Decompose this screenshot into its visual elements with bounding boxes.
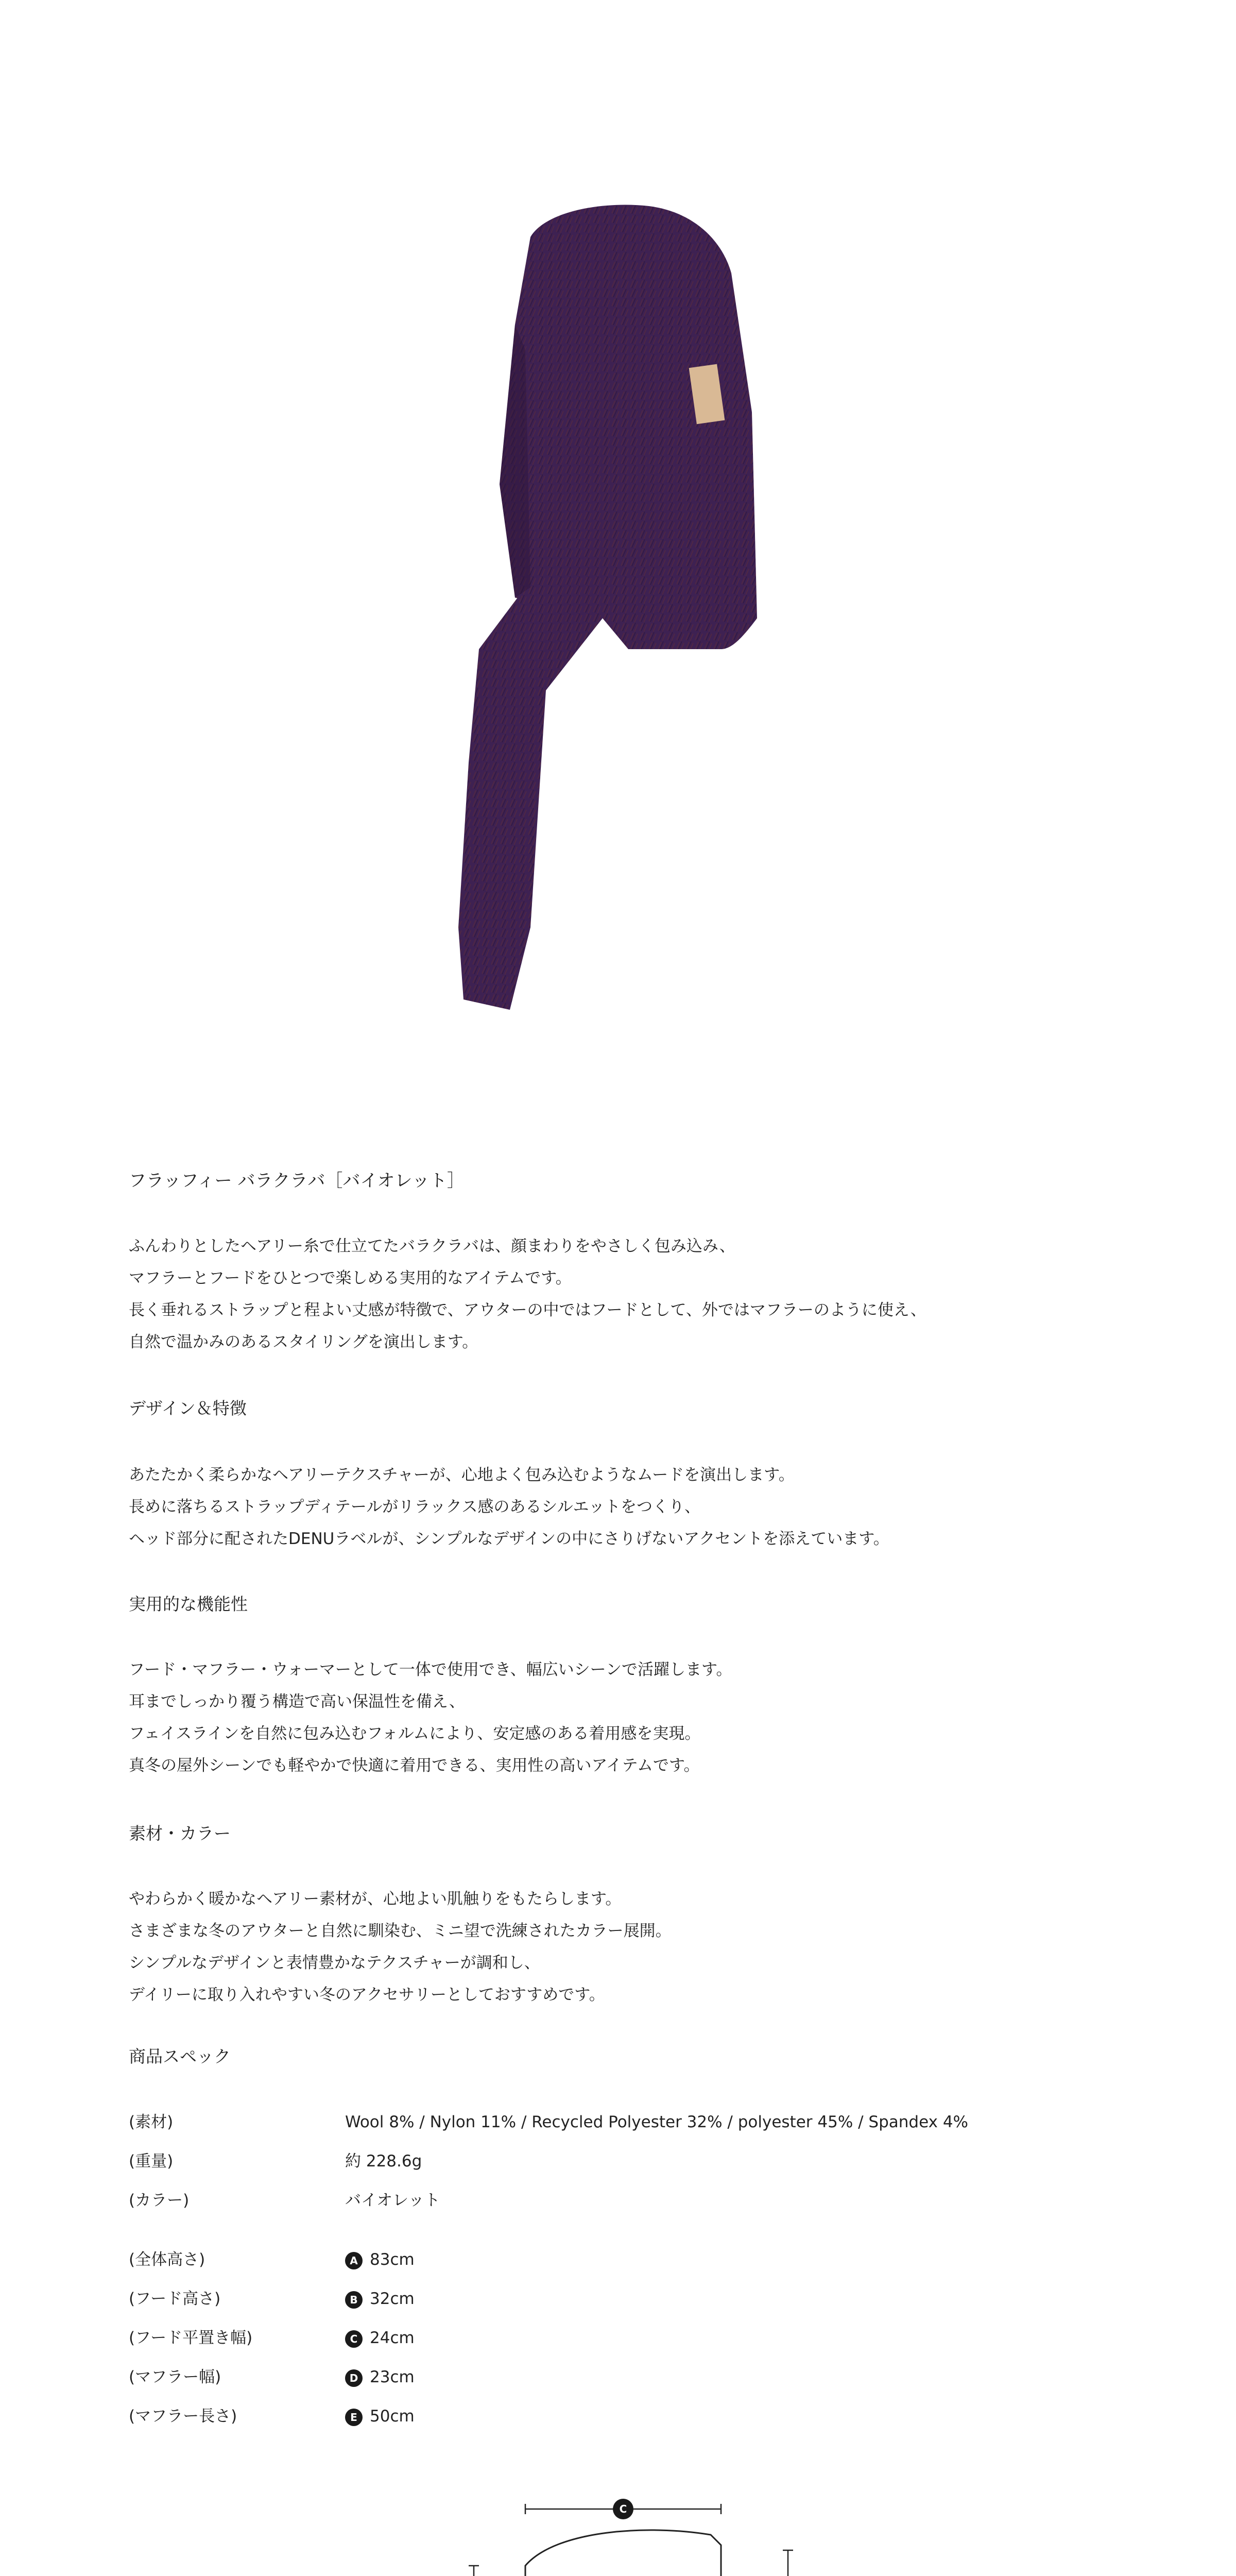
size-key: (フード高さ) <box>129 2290 221 2308</box>
spec-value: Wool 8% / Nylon 11% / Recycled Polyester 32% / polyester 45% / Spandex 4% <box>345 2113 969 2131</box>
section-heading: 実用的な機能性 <box>129 1594 248 1614</box>
design-line: 長めに落ちるストラップディテールがリラックス感のあるシルエットをつくり、 <box>129 1498 700 1516</box>
section-heading: 素材・カラー <box>129 1823 231 1843</box>
product-title: フラッフィー バラクラバ［バイオレット］ <box>129 1171 465 1191</box>
material-paragraph <box>129 1883 1159 2011</box>
size-row <box>129 2247 1159 2272</box>
section-heading: デザイン＆特徴 <box>129 1398 247 1418</box>
size-badge: A <box>345 2252 363 2269</box>
material-line: やわらかく暖かなヘアリー素材が、心地よい肌触りをもたらします。 <box>129 1890 622 1908</box>
design-paragraph <box>129 1459 1159 1555</box>
design-line: あたたかく柔らかなヘアリーテクスチャーが、心地よく包み込むようなムードを演出します。 <box>129 1466 795 1484</box>
spec-value: 約 228.6g <box>345 2152 422 2171</box>
product-photo <box>360 196 876 1030</box>
intro-paragraph <box>129 1230 1159 1358</box>
material-heading <box>129 1821 1159 1846</box>
section-heading: 商品スペック <box>129 2046 231 2066</box>
size-value: 50cm <box>370 2407 415 2426</box>
size-row <box>129 2326 1159 2350</box>
function-paragraph <box>129 1654 1159 1782</box>
spec-key: (素材) <box>129 2113 174 2131</box>
size-badge: B <box>345 2291 363 2309</box>
size-value: 32cm <box>370 2290 415 2308</box>
size-value: 23cm <box>370 2368 415 2386</box>
strap-shape <box>458 587 603 1010</box>
intro-line: 長く垂れるストラップと程よい丈感が特徴で、アウターの中ではフードとして、外ではマフラーのように使え、 <box>129 1301 926 1319</box>
function-heading <box>129 1592 1159 1617</box>
size-badge: D <box>345 2369 363 2387</box>
function-line: フェイスラインを自然に包み込むフォルムにより、安定感のある着用感を実現。 <box>129 1724 701 1743</box>
material-line: さまざまな冬のアウターと自然に馴染む、ミニ望で洗練されたカラー展開。 <box>129 1922 672 1940</box>
spec-heading <box>129 2044 1159 2069</box>
diagram-hood-outline <box>525 2530 721 2576</box>
material-line: デイリーに取り入れやすい冬のアクセサリーとしておすすめです。 <box>129 1986 605 2004</box>
intro-line: ふんわりとしたヘアリー糸で仕立てたバラクラバは、顔まわりをやさしく包み込み、 <box>129 1237 735 1256</box>
size-key: (フード平置き幅) <box>129 2329 253 2347</box>
spec-key: (重量) <box>129 2152 174 2171</box>
spec-key: (カラー) <box>129 2191 190 2210</box>
function-line: 真冬の屋外シーンでも軽やかで快適に着用できる、実用性の高いアイテムです。 <box>129 1756 700 1775</box>
design-heading <box>129 1396 1159 1421</box>
size-row <box>129 2404 1159 2429</box>
size-value: 83cm <box>370 2250 415 2269</box>
diagram-badge-c <box>613 2499 633 2519</box>
diagram-label-c: C <box>619 2503 627 2515</box>
material-line: シンプルなデザインと表情豊かなテクスチャーが調和し、 <box>129 1954 540 1972</box>
design-line: ヘッド部分に配されたDENUラベルが、シンプルなデザインの中にさりげないアクセントを添えています。 <box>129 1530 889 1548</box>
hood-shape <box>500 205 757 650</box>
size-key: (マフラー長さ) <box>129 2407 237 2426</box>
size-diagram <box>433 2499 824 2576</box>
intro-line: 自然で温かみのあるスタイリングを演出します。 <box>129 1333 478 1351</box>
spec-row <box>129 2188 1159 2213</box>
function-line: 耳までしっかり覆う構造で高い保温性を備え、 <box>129 1692 465 1711</box>
size-key: (マフラー幅) <box>129 2368 221 2386</box>
size-badge: C <box>345 2330 363 2348</box>
size-badge: E <box>345 2409 363 2426</box>
size-row <box>129 2286 1159 2311</box>
spec-value: バイオレット <box>345 2191 440 2210</box>
size-value: 24cm <box>370 2329 415 2347</box>
spec-row <box>129 2149 1159 2174</box>
function-line: フード・マフラー・ウォーマーとして一体で使用でき、幅広いシーンで活躍します。 <box>129 1660 732 1679</box>
spec-row <box>129 2110 1159 2134</box>
intro-line: マフラーとフードをひとつで楽しめる実用的なアイテムです。 <box>129 1269 572 1287</box>
size-row <box>129 2365 1159 2389</box>
size-key: (全体高さ) <box>129 2250 205 2269</box>
